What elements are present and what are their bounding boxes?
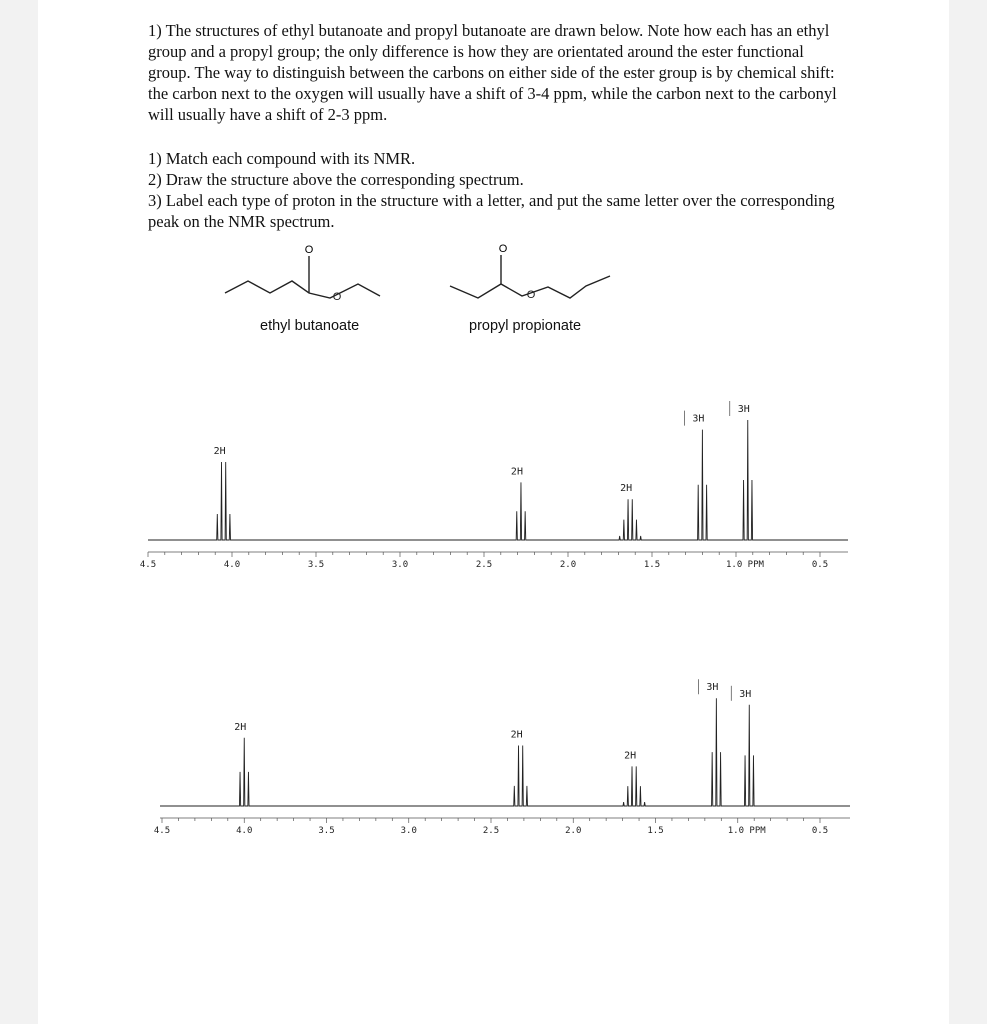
axis-tick-label: 4.0 xyxy=(223,560,241,570)
peak-integration-label: 2H xyxy=(234,721,247,733)
ethyl-butanoate-label: ethyl butanoate xyxy=(260,318,360,334)
axis-tick-label: 0.5 xyxy=(811,560,829,570)
axis-tick-label: 2.0 xyxy=(565,826,582,836)
axis-tick-label: 1.5 xyxy=(647,826,664,836)
task-2: 2) Draw the structure above the corresponding spectrum. xyxy=(148,170,524,189)
axis-tick-label: 3.5 xyxy=(318,826,335,836)
question-intro: 1) The structures of ethyl butanoate and propyl butanoate are drawn below. Note how each has an ethyl group and a propyl group; the only difference is how they are orientated around the ester functional group. The way to distinguish between the carbons on either side of the ester group is by chemical shift: the carbon next to the oxygen will usually have a shift of 3-4 ppm, while the carbon next to the carbonyl will usually have a shift of 2-3 ppm. xyxy=(148,21,837,124)
peak-integration-label: 3H xyxy=(739,688,752,700)
task-1: 1) Match each compound with its NMR. xyxy=(148,149,416,168)
axis-tick-label: 4.0 xyxy=(236,826,253,836)
axis-tick-label: 4.5 xyxy=(139,560,157,570)
axis-tick-label: 4.5 xyxy=(153,826,171,836)
ethyl-butanoate-ester-o: O xyxy=(332,291,342,303)
peak-integration-label: 2H xyxy=(213,446,226,457)
axis-tick-label: 0.5 xyxy=(811,826,829,836)
peak-integration-label: 2H xyxy=(510,729,523,741)
peak-integration-label: 2H xyxy=(510,466,523,478)
task-3: 3) Label each type of proton in the structure with a letter, and put the same letter over the corresponding peak on the NMR spectrum. xyxy=(148,191,835,231)
axis-tick-label: 2.0 xyxy=(559,560,577,570)
axis-tick-label: 1.0 PPM xyxy=(726,560,764,570)
peak-integration-label: 2H xyxy=(624,750,637,762)
peak-integration-label: 3H xyxy=(706,682,719,694)
peak-integration-label: 3H xyxy=(737,404,750,415)
axis-tick-label: 3.0 xyxy=(391,560,409,570)
axis-tick-label: 1.5 xyxy=(643,560,661,570)
axis-tick-label: 2.5 xyxy=(482,826,500,836)
axis-tick-label: 2.5 xyxy=(475,560,493,570)
ethyl-butanoate-carbonyl-o: O xyxy=(304,244,314,256)
peak-integration-label: 2H xyxy=(620,483,633,495)
propyl-propionate-ester-o: O xyxy=(526,289,536,301)
axis-tick-label: 1.0 PPM xyxy=(727,826,766,836)
spectrum-trace xyxy=(160,698,850,806)
axis-tick-label: 3.5 xyxy=(307,560,325,570)
peak-integration-label: 3H xyxy=(692,413,705,425)
propyl-propionate-label: propyl propionate xyxy=(469,318,582,334)
propyl-propionate-carbonyl-o: O xyxy=(498,243,508,255)
axis-tick-label: 3.0 xyxy=(400,826,417,836)
